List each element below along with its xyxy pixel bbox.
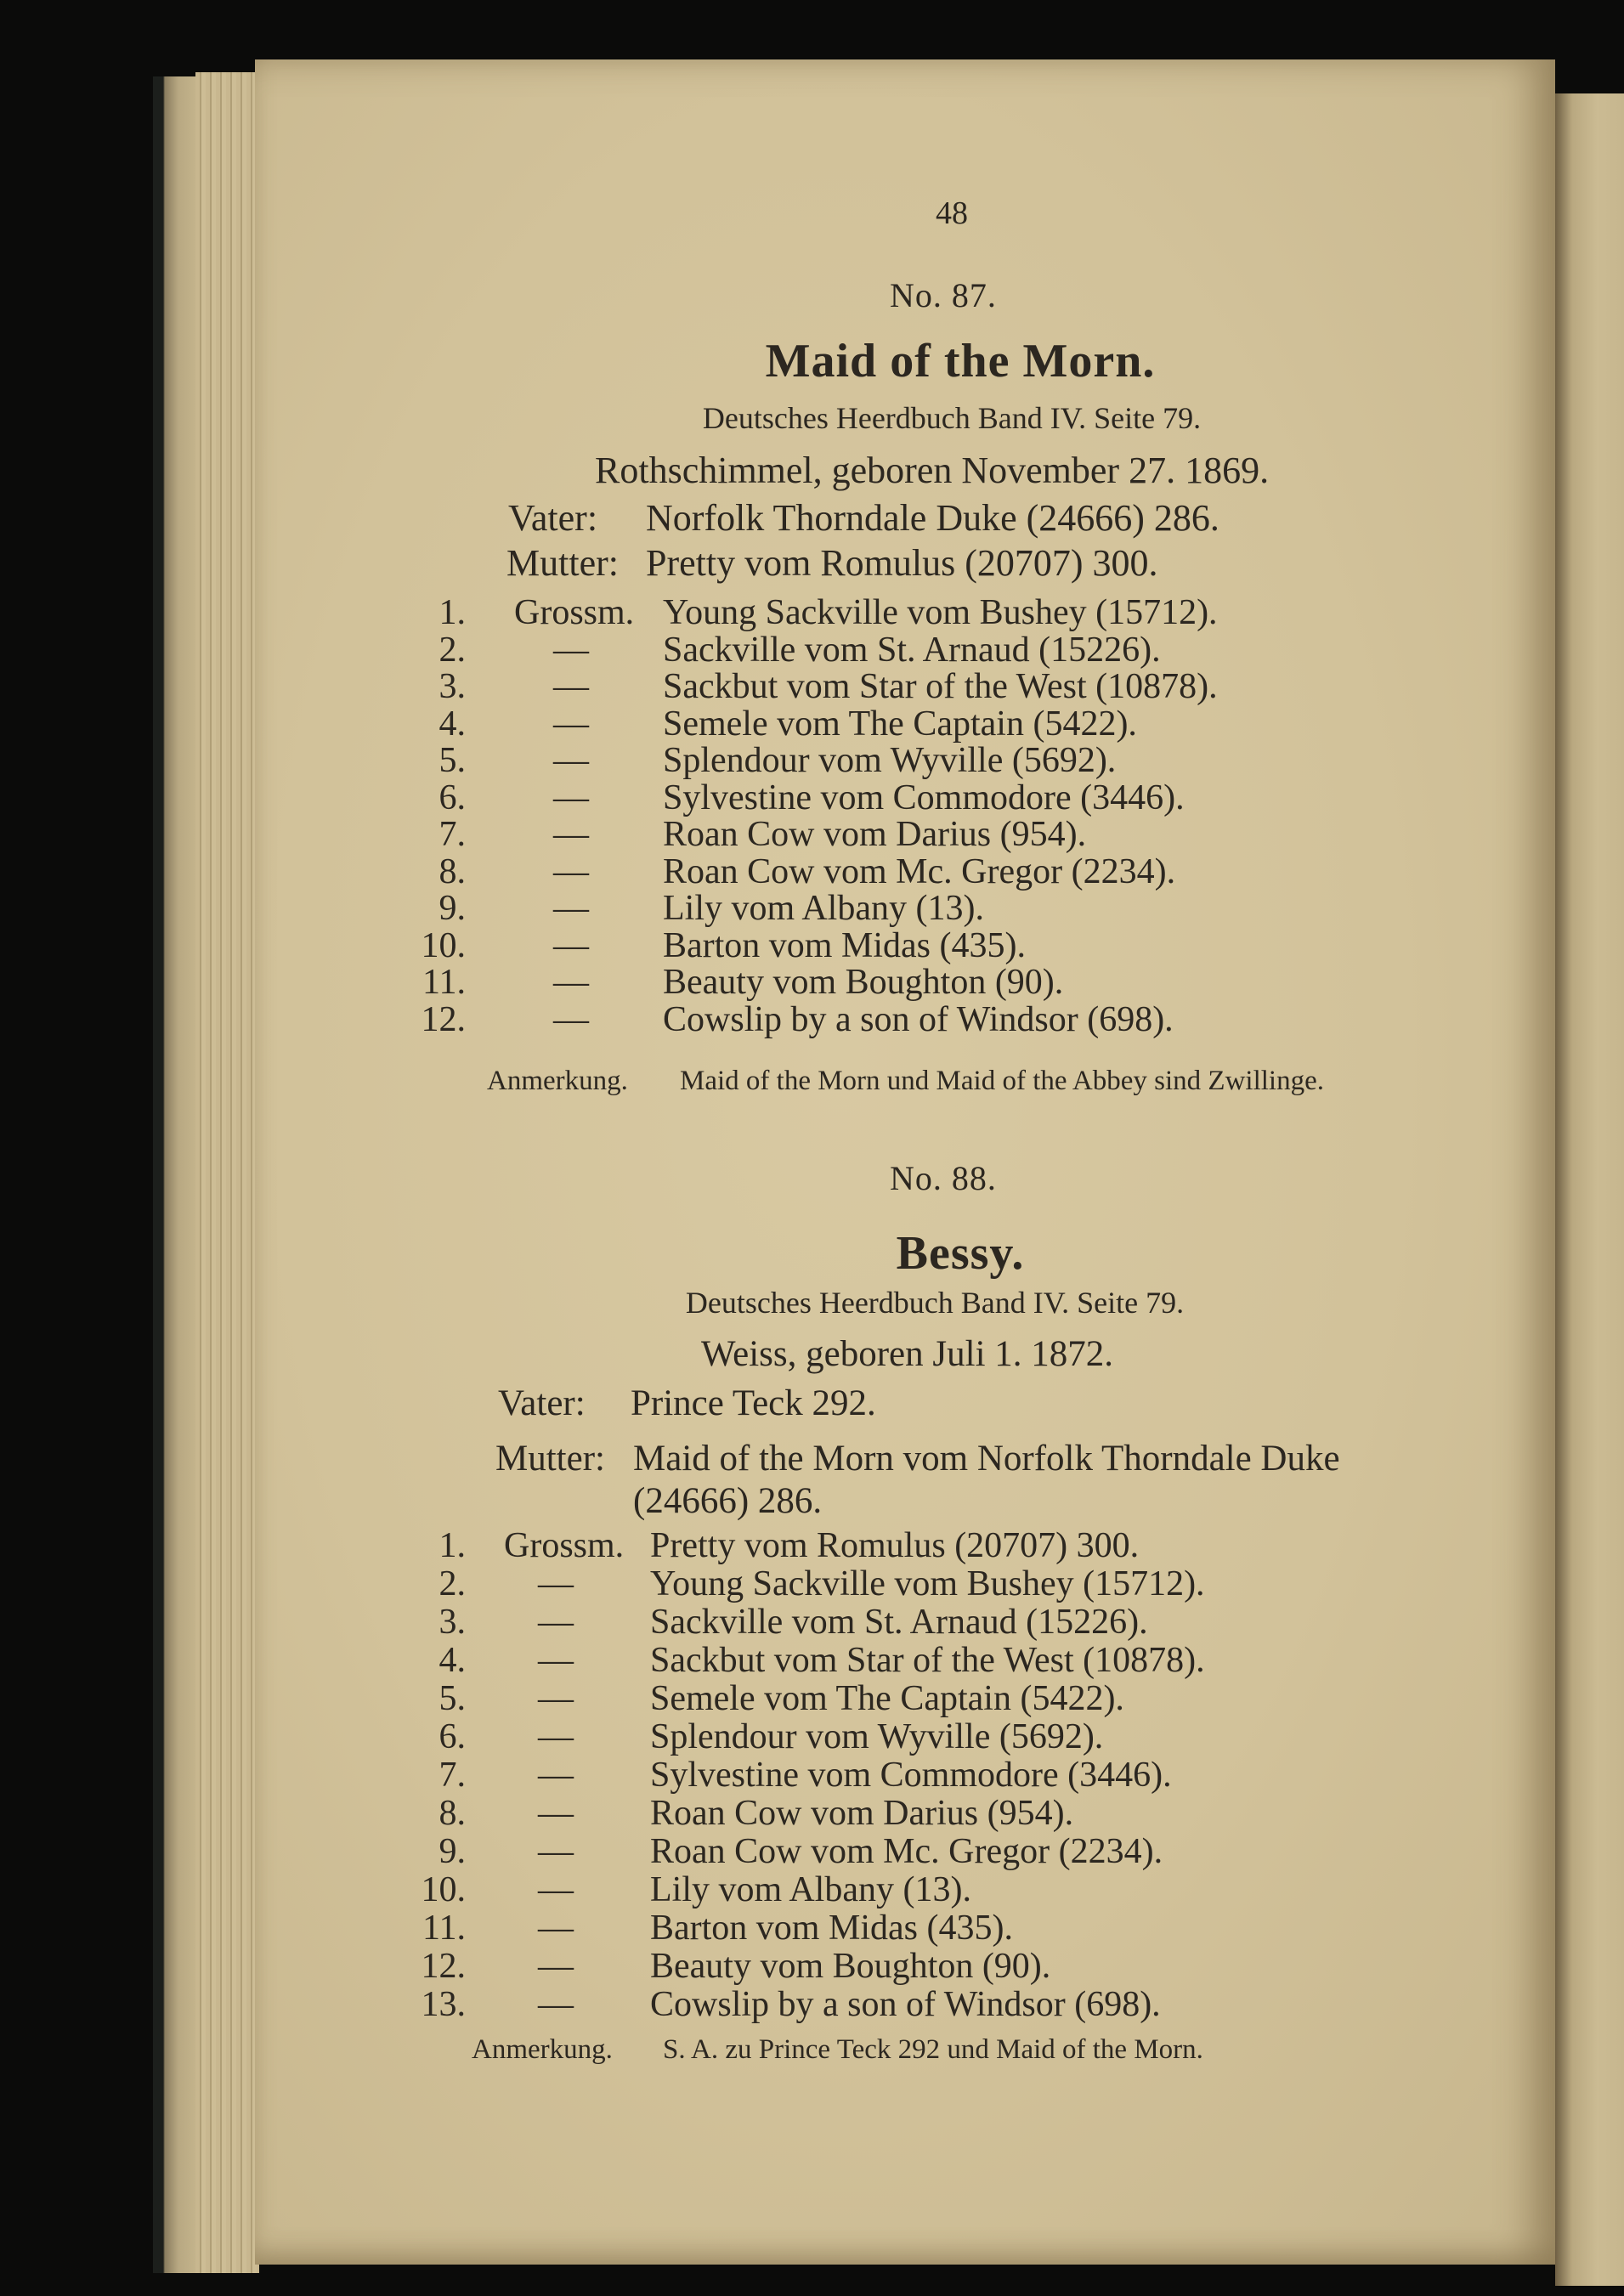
ancestry-number: 8. <box>439 851 466 891</box>
ancestry-text: Splendour vom Wyville (5692). <box>650 1717 1104 1756</box>
ancestry-number: 6. <box>439 1717 466 1756</box>
ancestry-number: 12. <box>421 1947 466 1986</box>
ancestry-number: 11. <box>422 1909 466 1948</box>
ancestry-number: 8. <box>439 1794 466 1833</box>
ancestry-number: 3. <box>439 1603 466 1642</box>
ancestry-number: 11. <box>422 963 466 1002</box>
note-text: Maid of the Morn und Maid of the Abbey sind Zwillinge. <box>680 1066 1324 1096</box>
ancestry-text: Barton vom Midas (435). <box>650 1909 1013 1948</box>
ancestry-number: 4. <box>439 704 466 744</box>
ditto-mark: — <box>553 741 589 780</box>
ancestry-text: Roan Cow vom Darius (954). <box>663 815 1087 854</box>
ancestry-text: Roan Cow vom Darius (954). <box>650 1794 1074 1833</box>
ancestry-text: Pretty vom Romulus (20707) 300. <box>650 1526 1140 1565</box>
entry-title: Maid of the Morn. <box>765 335 1156 387</box>
ancestry-text: Cowslip by a son of Windsor (698). <box>650 1985 1161 2024</box>
ancestry-text: Young Sackville vom Bushey (15712). <box>663 593 1218 632</box>
grandmother-label: Grossm. <box>504 1526 625 1565</box>
ancestry-number: 3. <box>439 667 466 706</box>
facing-page-edge <box>1555 93 1624 2286</box>
ditto-mark: — <box>538 1909 574 1948</box>
birth-line: Weiss, geboren Juli 1. 1872. <box>701 1334 1114 1374</box>
ancestry-number: 2. <box>439 1564 466 1603</box>
ancestry-text: Lily vom Albany (13). <box>650 1870 971 1909</box>
ancestry-number: 7. <box>439 815 466 854</box>
ditto-mark: — <box>553 925 589 965</box>
ancestry-text: Semele vom The Captain (5422). <box>650 1679 1124 1718</box>
ditto-mark: — <box>538 1794 574 1833</box>
ditto-mark: — <box>553 851 589 891</box>
ancestry-number: 7. <box>439 1756 466 1795</box>
mother-value: Maid of the Morn vom Norfolk Thorndale Duke <box>633 1439 1340 1479</box>
father-label: Vater: <box>508 497 598 539</box>
ancestry-text: Beauty vom Boughton (90). <box>650 1947 1051 1986</box>
entry-number: No. 88. <box>890 1159 997 1197</box>
grandmother-label: Grossm. <box>514 593 635 632</box>
ancestry-text: Splendour vom Wyville (5692). <box>663 741 1117 780</box>
ditto-mark: — <box>553 778 589 817</box>
note-label: Anmerkung. <box>487 1066 628 1096</box>
ditto-mark: — <box>538 1985 574 2024</box>
ancestry-text: Lily vom Albany (13). <box>663 889 984 928</box>
note-text: S. A. zu Prince Teck 292 und Maid of the Morn. <box>663 2034 1203 2065</box>
ancestry-number: 6. <box>439 778 466 817</box>
ancestry-text: Sylvestine vom Commodore (3446). <box>650 1756 1172 1795</box>
ditto-mark: — <box>553 999 589 1039</box>
ancestry-number: 10. <box>421 925 466 965</box>
ditto-mark: — <box>538 1717 574 1756</box>
ancestry-text: Sackbut vom Star of the West (10878). <box>663 667 1218 706</box>
ancestry-number: 10. <box>421 1870 466 1909</box>
ditto-mark: — <box>538 1756 574 1795</box>
ancestry-text: Sackville vom St. Arnaud (15226). <box>663 630 1161 670</box>
father-value: Prince Teck 292. <box>631 1383 876 1423</box>
ditto-mark: — <box>553 667 589 706</box>
ancestry-number: 2. <box>439 630 466 670</box>
father-label: Vater: <box>498 1383 586 1423</box>
ancestry-number: 9. <box>439 889 466 928</box>
ancestry-text: Young Sackville vom Bushey (15712). <box>650 1564 1205 1603</box>
ditto-mark: — <box>538 1832 574 1871</box>
mother-value-continued: (24666) 286. <box>633 1481 823 1521</box>
ancestry-text: Beauty vom Boughton (90). <box>663 963 1064 1002</box>
ancestry-text: Sylvestine vom Commodore (3446). <box>663 778 1185 817</box>
mother-label: Mutter: <box>506 542 619 584</box>
mother-value: Pretty vom Romulus (20707) 300. <box>646 542 1158 584</box>
ancestry-number: 1. <box>439 1526 466 1565</box>
ancestry-number: 5. <box>439 1679 466 1718</box>
ditto-mark: — <box>553 815 589 854</box>
ditto-mark: — <box>553 963 589 1002</box>
ditto-mark: — <box>553 704 589 744</box>
ancestry-text: Cowslip by a son of Windsor (698). <box>663 999 1174 1039</box>
entry-number: No. 87. <box>890 276 997 314</box>
page-number: 48 <box>936 195 968 231</box>
entry-title: Bessy. <box>896 1227 1025 1280</box>
ditto-mark: — <box>538 1870 574 1909</box>
ancestry-text: Semele vom The Captain (5422). <box>663 704 1137 744</box>
ditto-mark: — <box>538 1564 574 1603</box>
herdbook-reference: Deutsches Heerdbuch Band IV. Seite 79. <box>702 401 1202 435</box>
ancestry-text: Roan Cow vom Mc. Gregor (2234). <box>663 851 1176 891</box>
ancestry-text: Roan Cow vom Mc. Gregor (2234). <box>650 1832 1163 1871</box>
ditto-mark: — <box>553 889 589 928</box>
ancestry-text: Sackbut vom Star of the West (10878). <box>650 1641 1205 1680</box>
ancestry-number: 12. <box>421 999 466 1039</box>
birth-line: Rothschimmel, geboren November 27. 1869. <box>595 450 1270 491</box>
ancestry-number: 5. <box>439 741 466 780</box>
ditto-mark: — <box>538 1947 574 1986</box>
ancestry-text: Sackville vom St. Arnaud (15226). <box>650 1603 1148 1642</box>
ancestry-number: 1. <box>439 593 466 632</box>
ditto-mark: — <box>553 630 589 670</box>
ancestry-text: Barton vom Midas (435). <box>663 925 1026 965</box>
father-value: Norfolk Thorndale Duke (24666) 286. <box>646 497 1219 539</box>
ancestry-number: 4. <box>439 1641 466 1680</box>
ditto-mark: — <box>538 1603 574 1642</box>
ditto-mark: — <box>538 1641 574 1680</box>
mother-label: Mutter: <box>495 1439 605 1479</box>
ancestry-number: 13. <box>421 1985 466 2024</box>
page-edge-stack <box>195 72 259 2273</box>
note-label: Anmerkung. <box>472 2034 613 2065</box>
ancestry-number: 9. <box>439 1832 466 1871</box>
ditto-mark: — <box>538 1679 574 1718</box>
herdbook-reference: Deutsches Heerdbuch Band IV. Seite 79. <box>685 1286 1185 1320</box>
